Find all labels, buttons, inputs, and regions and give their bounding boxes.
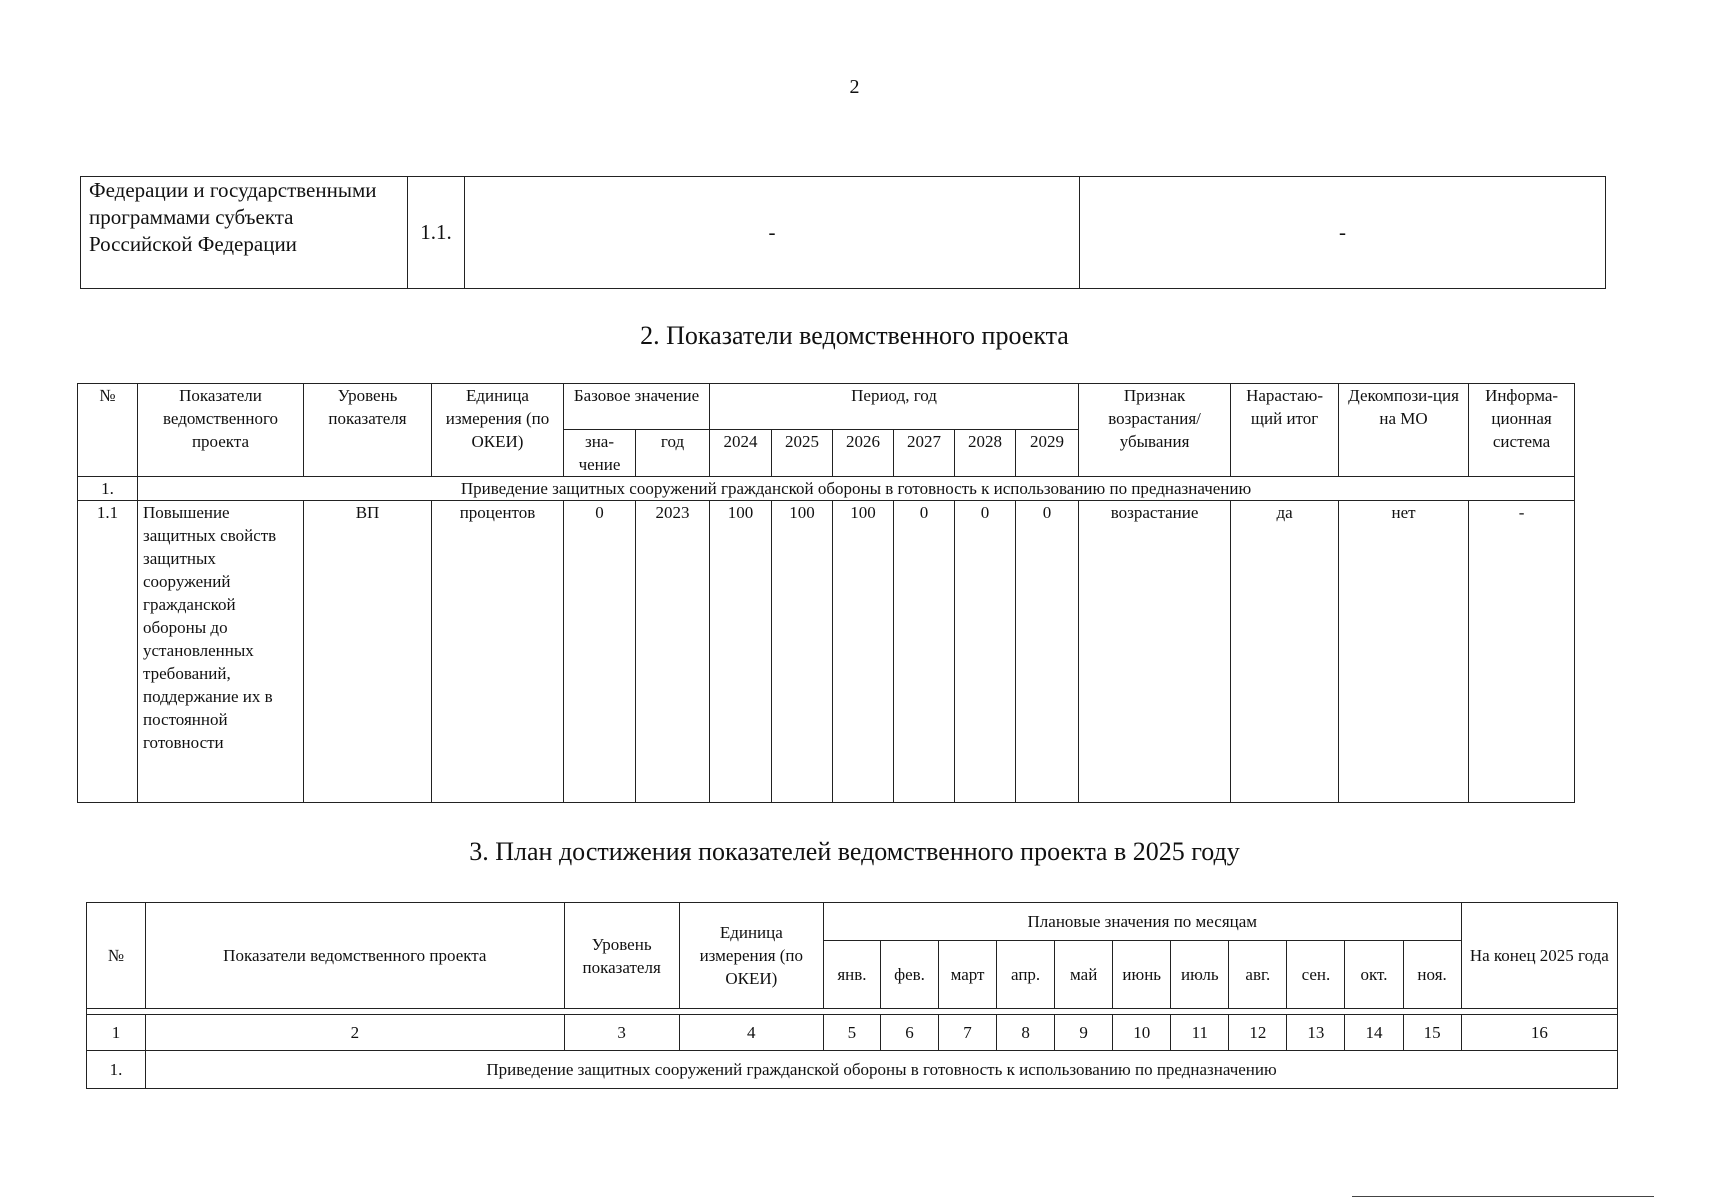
column-number: 2 bbox=[146, 1015, 565, 1051]
row-base-value: 0 bbox=[564, 501, 636, 803]
header-year: 2029 bbox=[1016, 430, 1079, 477]
column-numbers-row bbox=[87, 1015, 1618, 1051]
column-number: 1 bbox=[87, 1015, 146, 1051]
column-number: 5 bbox=[823, 1015, 880, 1051]
plan-header-monthly: Плановые значения по месяцам bbox=[823, 903, 1461, 941]
plan-header-end: На конец 2025 года bbox=[1461, 903, 1617, 1009]
plan-header-month: июнь bbox=[1113, 941, 1171, 1009]
plan-header-indicator: Показатели ведомственного проекта bbox=[146, 903, 565, 1009]
header-cumulative: Нарастаю-щий итог bbox=[1231, 384, 1339, 477]
row-info-system: - bbox=[1469, 501, 1575, 803]
plan-header-unit: Единица измерения (по ОКЕИ) bbox=[679, 903, 823, 1009]
header-indicator: Показатели ведомственного проекта bbox=[138, 384, 304, 477]
continuation-name-cell: Федерации и государственными программами субъекта Российской Федерации bbox=[81, 177, 408, 289]
group-title: Приведение защитных сооружений гражданской обороны в готовность к использованию по предназначению bbox=[138, 477, 1575, 501]
column-number: 12 bbox=[1229, 1015, 1287, 1051]
page-number: 2 bbox=[849, 76, 860, 98]
column-number: 8 bbox=[997, 1015, 1055, 1051]
table-row bbox=[78, 501, 1575, 803]
row-sign: возрастание bbox=[1079, 501, 1231, 803]
section2-title: 2. Показатели ведомственного проекта bbox=[640, 321, 1069, 350]
continuation-col3-cell: - bbox=[465, 177, 1080, 289]
row-cumulative: да bbox=[1231, 501, 1339, 803]
row-year-value: 0 bbox=[894, 501, 955, 803]
column-number: 10 bbox=[1113, 1015, 1171, 1051]
plan-header-month: окт. bbox=[1345, 941, 1403, 1009]
header-year: 2024 bbox=[710, 430, 772, 477]
plan-header-month: июль bbox=[1171, 941, 1229, 1009]
header-period: Период, год bbox=[710, 384, 1079, 430]
plan-header-month: фев. bbox=[880, 941, 938, 1009]
header-info-system: Информа-ционная система bbox=[1469, 384, 1575, 477]
header-base: Базовое значение bbox=[564, 384, 710, 430]
column-number: 6 bbox=[880, 1015, 938, 1051]
continuation-table bbox=[80, 176, 1606, 289]
header-year: 2026 bbox=[833, 430, 894, 477]
header-decomposition: Декомпози-ция на МО bbox=[1339, 384, 1469, 477]
row-decomposition: нет bbox=[1339, 501, 1469, 803]
plan-header-month: ноя. bbox=[1403, 941, 1461, 1009]
plan-header-month: май bbox=[1055, 941, 1113, 1009]
column-number: 7 bbox=[939, 1015, 997, 1051]
row-year-value: 100 bbox=[772, 501, 833, 803]
column-number: 11 bbox=[1171, 1015, 1229, 1051]
footer-line bbox=[1352, 1196, 1654, 1197]
header-unit: Единица измерения (по ОКЕИ) bbox=[432, 384, 564, 477]
plan-header-level: Уровень показателя bbox=[564, 903, 679, 1009]
column-number: 3 bbox=[564, 1015, 679, 1051]
row-year-value: 0 bbox=[955, 501, 1016, 803]
group-num: 1. bbox=[78, 477, 138, 501]
row-num: 1.1 bbox=[78, 501, 138, 803]
continuation-col4-cell: - bbox=[1080, 177, 1606, 289]
section3-title: 3. План достижения показателей ведомственного проекта в 2025 году bbox=[469, 837, 1240, 866]
header-year: 2027 bbox=[894, 430, 955, 477]
header-base-year: год bbox=[636, 430, 710, 477]
row-year-value: 100 bbox=[710, 501, 772, 803]
row-unit: процентов bbox=[432, 501, 564, 803]
column-number: 15 bbox=[1403, 1015, 1461, 1051]
header-base-value: зна-чение bbox=[564, 430, 636, 477]
row-year-value: 100 bbox=[833, 501, 894, 803]
plan-header-month: янв. bbox=[823, 941, 880, 1009]
header-num: № bbox=[78, 384, 138, 477]
plan-header-month: апр. bbox=[997, 941, 1055, 1009]
plan-table bbox=[86, 902, 1618, 1089]
plan-group-num: 1. bbox=[87, 1051, 146, 1089]
column-number: 13 bbox=[1287, 1015, 1345, 1051]
header-sign: Признак возрастания/ убывания bbox=[1079, 384, 1231, 477]
row-base-year: 2023 bbox=[636, 501, 710, 803]
column-number: 4 bbox=[679, 1015, 823, 1051]
row-indicator: Повышение защитных свойств защитных сооружений гражданской обороны до установленных требований, поддержание их в постоянной готовности bbox=[138, 501, 304, 803]
plan-header-month: сен. bbox=[1287, 941, 1345, 1009]
row-year-value: 0 bbox=[1016, 501, 1079, 803]
indicators-table bbox=[77, 383, 1575, 803]
header-level: Уровень показателя bbox=[304, 384, 432, 477]
row-level: ВП bbox=[304, 501, 432, 803]
continuation-number-cell: 1.1. bbox=[408, 177, 465, 289]
column-number: 9 bbox=[1055, 1015, 1113, 1051]
plan-header-month: авг. bbox=[1229, 941, 1287, 1009]
header-year: 2028 bbox=[955, 430, 1016, 477]
plan-header-month: март bbox=[939, 941, 997, 1009]
header-year: 2025 bbox=[772, 430, 833, 477]
plan-group-title: Приведение защитных сооружений гражданской обороны в готовность к использованию по предназначению bbox=[146, 1051, 1618, 1089]
plan-header-num: № bbox=[87, 903, 146, 1009]
column-number: 14 bbox=[1345, 1015, 1403, 1051]
column-number: 16 bbox=[1461, 1015, 1617, 1051]
